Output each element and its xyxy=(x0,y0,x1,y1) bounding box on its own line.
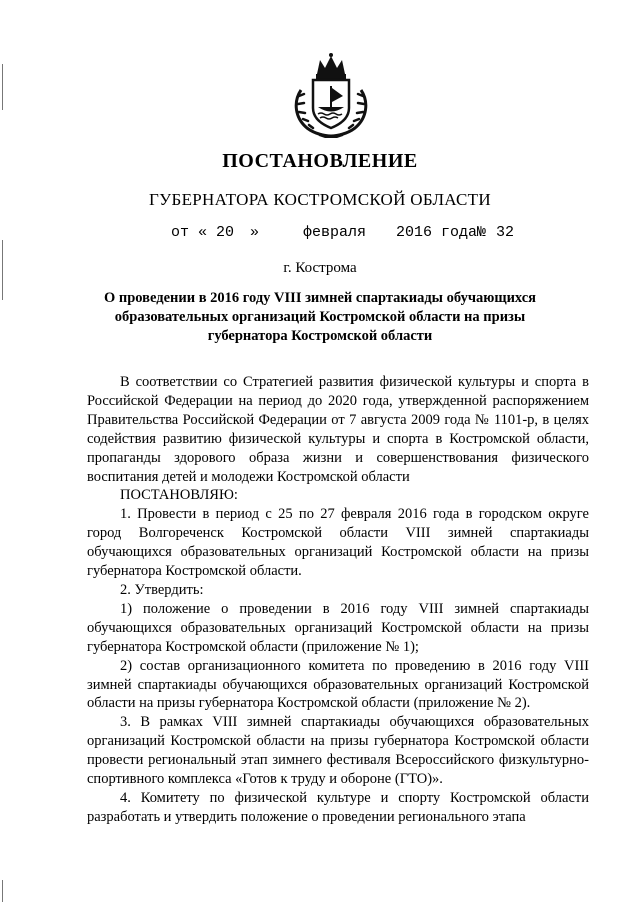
body-paragraph: В соответствии со Стратегией развития физической культуры и спорта в Российской Федерации на период до 2020 года, утвержденной распоряжением Правительства Российской Федерации от 7 августа 2009 года № 1101-р, в целях содействия развитию физической культуры и спорта в Костромской области, пропаганды здорового образа жизни и совершенствования физического воспитания детей и молодежи Костромской области xyxy=(87,374,589,485)
date-month: февраля xyxy=(303,224,367,241)
coat-of-arms-icon xyxy=(291,52,371,138)
date-prefix: от « xyxy=(171,224,208,241)
scan-edge-mark xyxy=(2,880,3,902)
body-paragraph: 4. Комитету по физической культуре и спорту Костромской области разработать и утвердить положение о проведении регионального этапа xyxy=(87,789,589,825)
document-subheading: ГУБЕРНАТОРА КОСТРОМСКОЙ ОБЛАСТИ xyxy=(149,190,491,209)
body-paragraph: 1) положение о проведении в 2016 году VIII зимней спартакиады обучающихся образовательных организаций Костромской области на призы губернатора Костромской области (приложение № 1); xyxy=(87,600,589,655)
title-line: образовательных организаций Костромской области на призы xyxy=(114,309,526,325)
date-year: 2016 года xyxy=(396,224,478,241)
document-heading: ПОСТАНОВЛЕНИЕ xyxy=(222,150,418,172)
document-title xyxy=(0,289,640,346)
document-number: 32 xyxy=(496,224,515,241)
body-paragraph: 2. Утвердить: xyxy=(120,581,204,598)
body-paragraph: 2) состав организационного комитета по проведению в 2016 году VIII зимней спартакиады обучающихся образовательных организаций Костромской области на призы губернатора Костромской области (приложение № 2). xyxy=(87,657,589,712)
title-line: губернатора Костромской области xyxy=(207,328,433,344)
title-line: О проведении в 2016 году VIII зимней спартакиады обучающихся xyxy=(103,290,537,306)
city-line: г. Кострома xyxy=(283,260,357,276)
body-paragraph: 3. В рамках VIII зимней спартакиады обучающихся образовательных организаций Костромской области на призы губернатора Костромской области провести региональный этап зимнего фестиваля Всероссийского физкультурно-спортивного комплекса «Готов к труду и обороне (ГТО)». xyxy=(87,714,589,788)
body-paragraph: 1. Провести в период с 25 по 27 февраля 2016 года в городском округе город Волгореченск Костромской области VIII зимней спартакиады обучающихся образовательных организаций Костромской области на призы губернатора Костромской области. xyxy=(87,506,589,580)
date-day: 20 xyxy=(216,224,235,241)
document-body xyxy=(87,373,589,827)
document-number-prefix: № xyxy=(477,224,487,241)
date-suffix: » xyxy=(250,224,260,241)
scan-edge-mark xyxy=(2,64,3,110)
body-paragraph: ПОСТАНОВЛЯЮ: xyxy=(120,487,238,504)
